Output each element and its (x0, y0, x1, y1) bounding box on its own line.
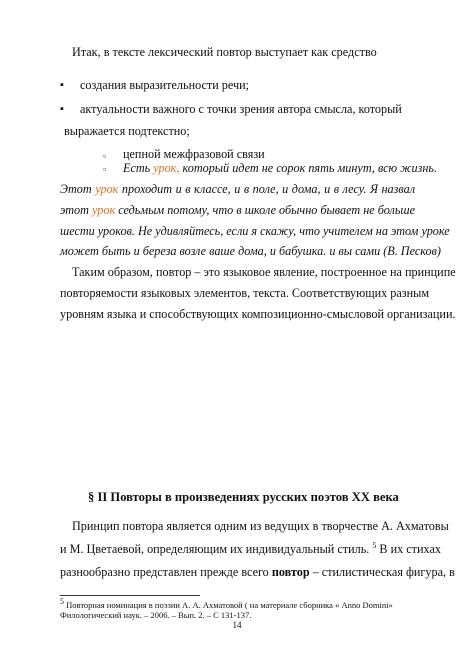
paragraph-line: разнообразно представлен прежде всего повтор – стилистическая фигура, в (60, 565, 455, 579)
bullet-icon: ▪ (60, 103, 64, 115)
intro-line: Итак, в тексте лексический повтор выступает как средство (72, 45, 377, 59)
footnote-text: Повторная номинация в поэзии А. А. Ахматовой ( на материале сборника « Anno Domini» Филологический наук. – 2006. – Вып. 2. – С 131-137. (60, 600, 393, 620)
paragraph-line: Принцип повтора является одним из ведущих в творчестве А. Ахматовы (72, 519, 449, 533)
quote-line-1: Есть урок, который идет не сорок пять минут, всю жизнь. (123, 161, 438, 175)
highlight-word: урок (92, 203, 116, 217)
quote-line-4: шести уроков. Не удивляйтесь, если я скажу, что учителем на этом уроке (60, 224, 450, 238)
highlight-word: урок (95, 182, 119, 196)
quote-line-5: может быть и береза возле ваше дома, и бабушка. и вы сами (В. Песков) (60, 244, 441, 258)
sub-bullet-text: цепной межфразовой связи (123, 147, 265, 161)
highlight-word: урок, (153, 161, 180, 175)
bullet-text: создания выразительности речи; (80, 78, 250, 92)
quote-line-2: Этот урок проходит и в классе, и в поле, и дома, и в лесу. Я назвал (60, 182, 416, 196)
footnote (60, 597, 420, 620)
paragraph-line: и М. Цветаевой, определяющим их индивидуальный стиль. $^5$ В их стихах (60, 540, 441, 556)
bullet-icon: ▪ (60, 79, 64, 91)
bold-term: повтор (271, 565, 310, 579)
paragraph-line: Таким образом, повтор – это языковое явление, построенное на принципе (72, 265, 456, 279)
page-number: 14 (232, 620, 242, 630)
sub-bullet-icon: ▫ (103, 164, 107, 174)
paragraph-line: уровням языка и способствующих композиционно-смысловой организации. (60, 307, 456, 321)
footnote-mark: 5 (60, 597, 64, 607)
quote-line-3: этот урок седьмым потому, что в школе обычно бывает не больше (60, 203, 416, 217)
footnote-ref[interactable]: 5 (372, 540, 377, 550)
bullet-text: актуальности важного с точки зрения автора смысла, который (80, 102, 402, 116)
section-heading: § II Повторы в произведениях русских поэтов ХХ века (88, 490, 399, 504)
paragraph-line: повторяемости языковых элементов, текста. Соответствующих разным (60, 286, 430, 300)
bullet-continuation: выражается подтекстно; (64, 124, 190, 138)
footnote-divider (60, 595, 200, 596)
sub-bullet-icon: ▫ (103, 151, 107, 161)
